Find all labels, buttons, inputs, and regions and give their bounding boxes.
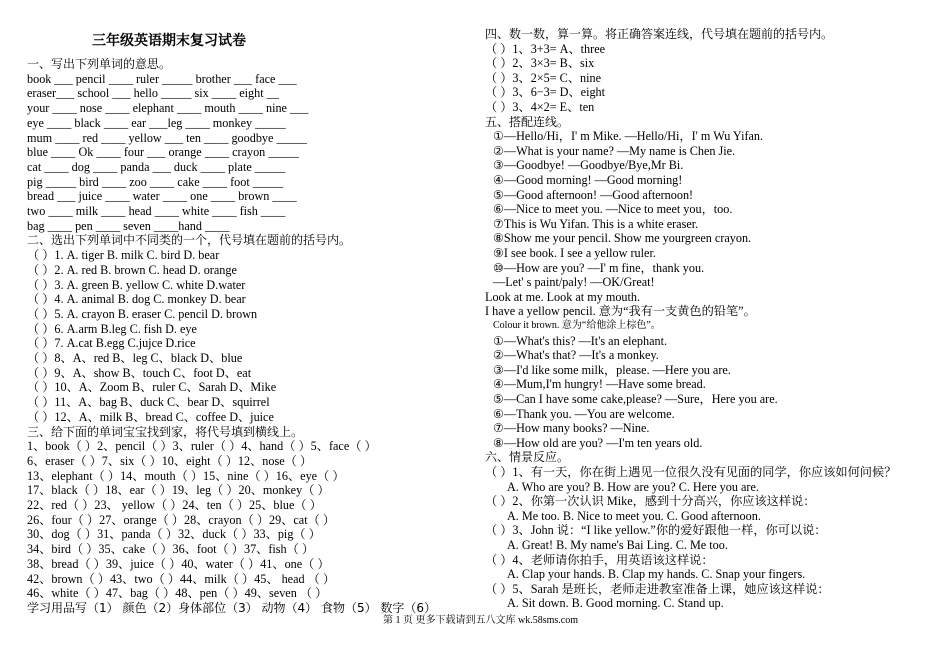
left-line-33: 30、dog（ ）31、panda（ ）32、duck（ ）33、pig（ ） — [27, 527, 321, 542]
right-line-5: （ ）3、6−3= D、eight — [485, 85, 606, 100]
left-line-9: pig _____ bird ____ zoo ____ cake ____ foot _____ — [27, 174, 284, 189]
right-line-1: 四、数一数，算一算。将正确答案连线，代号填在题前的括号内。 — [485, 27, 834, 41]
right-line-38: A. Clap your hands. B. Clap my hands. C. Snap your fingers. — [507, 567, 806, 582]
right-line-19: Look at me. Look at my mouth. — [485, 289, 641, 304]
left-line-27: 1、book（ ）2、pencil（ ）3、ruler（ ）4、hand（ ）5、face（ ） — [27, 439, 377, 454]
left-line-2: book ___ pencil ____ ruler _____ brother ___ face ___ — [27, 71, 297, 86]
right-line-35: （ ）3、John 说：“I like yellow.”你的爱好跟他一样，你可以说： — [485, 523, 827, 538]
left-line-5: eye ____ black ____ ear ___leg ____ monkey _____ — [27, 115, 286, 130]
left-line-30: 17、black（ ）18、ear（ ）19、leg（ ）20、monkey（ ） — [27, 483, 330, 498]
page-title: 三年级英语期末复习试卷 — [92, 33, 246, 49]
left-line-3: eraser___ school ___ hello _____ six ____ eight __ — [27, 86, 279, 101]
right-line-7: 五、搭配连线。 — [485, 114, 570, 129]
left-line-24: （ ）11、A、bag B、duck C、bear D、squirrel — [27, 395, 270, 410]
left-line-28: 6、eraser（ ）7、six（ ）10、eight（ ）12、nose（ ） — [27, 453, 313, 468]
left-line-14: （ ）1. A. tiger B. milk C. bird D. bear — [27, 248, 220, 263]
left-line-18: （ ）5. A. crayon B. eraser C. pencil D. brown — [27, 306, 258, 321]
right-line-20: I have a yellow pencil. 意为“我有一支黄色的铅笔”。 — [485, 304, 756, 319]
page-footer: 第 1 页 更多下载请到五八文库 wk.58sms.com — [383, 615, 578, 626]
right-line-33: （ ）2、你第一次认识 Mike，感到十分高兴，你应该这样说： — [485, 494, 816, 509]
left-line-6: mum ____ red ____ yellow ___ ten ____ goodbye _____ — [27, 130, 307, 145]
right-line-26: ⑤—Can I have some cake,please? —Sure，Here you are. — [493, 392, 778, 406]
right-line-4: （ ）3、2×5= C、nine — [485, 70, 601, 85]
left-line-12: bag ____ pen ____ seven ____hand ____ — [27, 218, 230, 233]
left-line-7: blue ____ Ok ____ four ___ orange ____ crayon _____ — [27, 145, 299, 160]
right-line-36: A. Great! B. My name's Bai Ling. C. Me too. — [507, 538, 728, 552]
right-line-6: （ ）3、4×2= E、ten — [485, 100, 595, 114]
right-line-12: ⑤—Good afternoon! —Good afternoon! — [493, 187, 694, 202]
left-line-20: （ ）7. A.cat B.egg C.jujce D.rice — [27, 336, 196, 351]
right-line-23: ②—What's that? —It's a monkey. — [493, 348, 659, 363]
left-line-32: 26、four（ ）27、orange（ ）28、crayon（ ）29、cat（ ） — [27, 512, 336, 527]
right-line-9: ②—What is your name? —My name is Chen Jie. — [493, 143, 736, 158]
right-line-11: ④—Good morning! —Good morning! — [493, 173, 683, 187]
right-line-37: （ ）4、老师请你拍手，用英语该这样说： — [485, 552, 714, 567]
right-line-31: （ ）1、有一天，你在街上遇见一位很久没有见面的同学，你应该如何问候？ — [485, 465, 897, 479]
left-line-10: bread ___ juice ____ water ____ one ____ brown ____ — [27, 189, 297, 204]
right-line-39: （ ）5、Sarah 是班长，老师走进教室准备上课，她应该这样说： — [485, 581, 830, 596]
left-line-31: 22、red（ ）23、 yellow（ ）24、ten（ ）25、blue（ ） — [27, 498, 322, 512]
right-line-34: A. Me too. B. Nice to meet you. C. Good afternoon. — [507, 508, 761, 523]
right-line-15: ⑧Show me your pencil. Show me yourgreen crayon. — [493, 231, 752, 246]
left-line-21: （ ）8、A、red B、leg C、black D、blue — [27, 351, 243, 365]
left-line-1: 一、写出下列单词的意思。 — [27, 57, 172, 71]
right-line-30: 六、情景反应。 — [485, 450, 570, 465]
right-line-21: Colour it brown. 意为“给他涂上棕色”。 — [493, 320, 661, 331]
right-line-32: A. Who are you? B. How are you? C. Here you are. — [507, 479, 759, 494]
left-line-29: 13、elephant（ ）14、mouth（ ）15、nine（ ）16、eye（ ） — [27, 468, 345, 483]
left-line-11: two ____ milk ____ head ____ white ____ fish ____ — [27, 204, 286, 218]
right-line-25: ④—Mum,I'm hungry! —Have some bread. — [493, 377, 706, 392]
left-line-34: 34、bird（ ）35、cake（ ）36、foot（ ）37、fish（ ） — [27, 542, 315, 557]
right-line-28: ⑦—How many books? —Nine. — [493, 421, 650, 436]
right-line-14: ⑦This is Wu Yifan. This is a white eraser. — [493, 216, 699, 231]
right-line-3: （ ）2、3×3= B、six — [485, 56, 595, 71]
left-line-25: （ ）12、A、milk B、bread C、coffee D、juice — [27, 409, 274, 424]
left-line-17: （ ）4. A. animal B. dog C. monkey D. bear — [27, 292, 246, 307]
left-line-37: 46、white（ ）47、bag（ ）48、pen（ ）49、seven （ ） — [27, 586, 328, 601]
left-line-19: （ ）6. A.arm B.leg C. fish D. eye — [27, 321, 197, 336]
left-line-16: （ ）3. A. green B. yellow C. white D.water — [27, 277, 246, 292]
right-line-13: ⑥—Nice to meet you. —Nice to meet you，too. — [493, 202, 733, 217]
right-line-2: （ ）1、3+3= A、three — [485, 41, 606, 56]
left-line-8: cat ____ dog ____ panda ___ duck ____ plate _____ — [27, 159, 286, 174]
left-line-36: 42、brown（ ）43、two（ ）44、milk（ ）45、 head （ ） — [27, 571, 336, 586]
left-line-26: 三、给下面的单词宝宝找到家，将代号填到横线上。 — [27, 424, 304, 439]
left-line-22: （ ）9、A、show B、touch C、foot D、eat — [27, 365, 252, 380]
right-line-29: ⑧—How old are you? —I'm ten years old. — [493, 435, 703, 450]
left-line-15: （ ）2. A. red B. brown C. head D. orange — [27, 262, 237, 277]
right-line-10: ③—Goodbye! —Goodbye/Bye,Mr Bi. — [493, 158, 684, 173]
right-line-27: ⑥—Thank you. —You are welcome. — [493, 406, 675, 421]
left-line-4: your ____ nose ____ elephant ____ mouth ____ nine ___ — [27, 101, 309, 116]
left-line-13: 二、选出下列单词中不同类的一个，代号填在题前的括号内。 — [27, 233, 352, 248]
right-line-8: ①—Hello/Hi，I' m Mike. —Hello/Hi，I' m Wu Yifan. — [493, 129, 764, 144]
right-line-16: ⑨I see book. I see a yellow ruler. — [493, 246, 656, 260]
right-line-24: ③—I'd like some milk，please. —Here you are. — [493, 362, 731, 377]
right-line-40: A. Sit down. B. Good morning. C. Stand up. — [507, 596, 724, 611]
right-line-22: ①—What's this? —It's an elephant. — [493, 333, 668, 348]
left-line-35: 38、bread（ ）39、juice（ ）40、water（ ）41、one（ ） — [27, 556, 330, 571]
right-line-18: —Let' s paint/paly! —OK/Great! — [493, 275, 655, 290]
left-line-23: （ ）10、A、Zoom B、ruler C、Sarah D、Mike — [27, 380, 277, 395]
right-line-17: ⑩—How are you? —I' m fine，thank you. — [493, 260, 705, 275]
left-line-38: 学习用品写（1） 颜色（2）身体部位（3） 动物（4） 食物（5） 数字（6） — [27, 600, 437, 615]
